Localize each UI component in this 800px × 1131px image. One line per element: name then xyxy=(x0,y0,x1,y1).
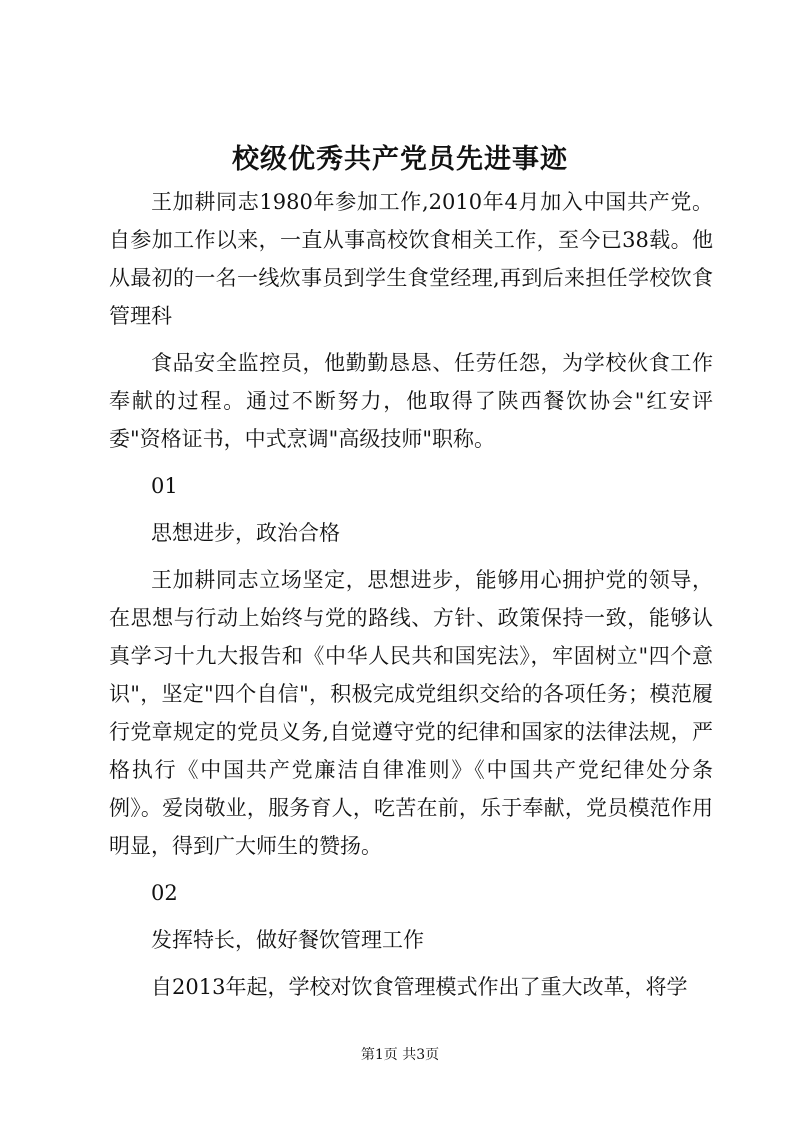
paragraph-reform: 自2013年起，学校对饮食管理模式作出了重大改革，将学 xyxy=(151,975,688,999)
section-number-01: 01 xyxy=(151,474,178,498)
section-heading-1: 思想进步，政治合格 xyxy=(151,521,340,545)
document-title: 校级优秀共产党员先进事迹 xyxy=(232,144,568,175)
document-body xyxy=(109,183,713,1006)
paragraph-intro: 王加耕同志1980年参加工作,2010年4月加入中国共产党。自参加工作以来，一直从事高校饮食相关工作，至今已38载。他从最初的一名一线炊事员到学生食堂经理,再到后来担任学校饮食管理科 xyxy=(109,190,713,328)
page-footer: 第1页 共3页 xyxy=(360,1047,440,1063)
section-heading-2: 发挥特长，做好餐饮管理工作 xyxy=(151,928,424,952)
section-number-02: 02 xyxy=(151,881,178,905)
paragraph-achievements: 食品安全监控员，他勤勤恳恳、任劳任怨，为学校伙食工作奉献的过程。通过不断努力，他取得了陕西餐饮协会"红安评委"资格证书，中式烹调"高级技师"职称。 xyxy=(109,351,713,451)
paragraph-political: 王加耕同志立场坚定，思想进步，能够用心拥护党的领导，在思想与行动上始终与党的路线、方针、政策保持一致，能够认真学习十九大报告和《中华人民共和国宪法》，牢固树立"四个意识"，坚定"四个自信"，积极完成党组织交给的各项任务；模范履行党章规定的党员义务,自觉遵守党的纪律和国家的法律法规，严格执行《中国共产党廉洁自律准则》《中国共产党纪律处分条例》。爱岗敬业，服务育人，吃苦在前，乐于奉献，党员模范作用明显，得到广大师生的赞扬。 xyxy=(109,568,713,858)
